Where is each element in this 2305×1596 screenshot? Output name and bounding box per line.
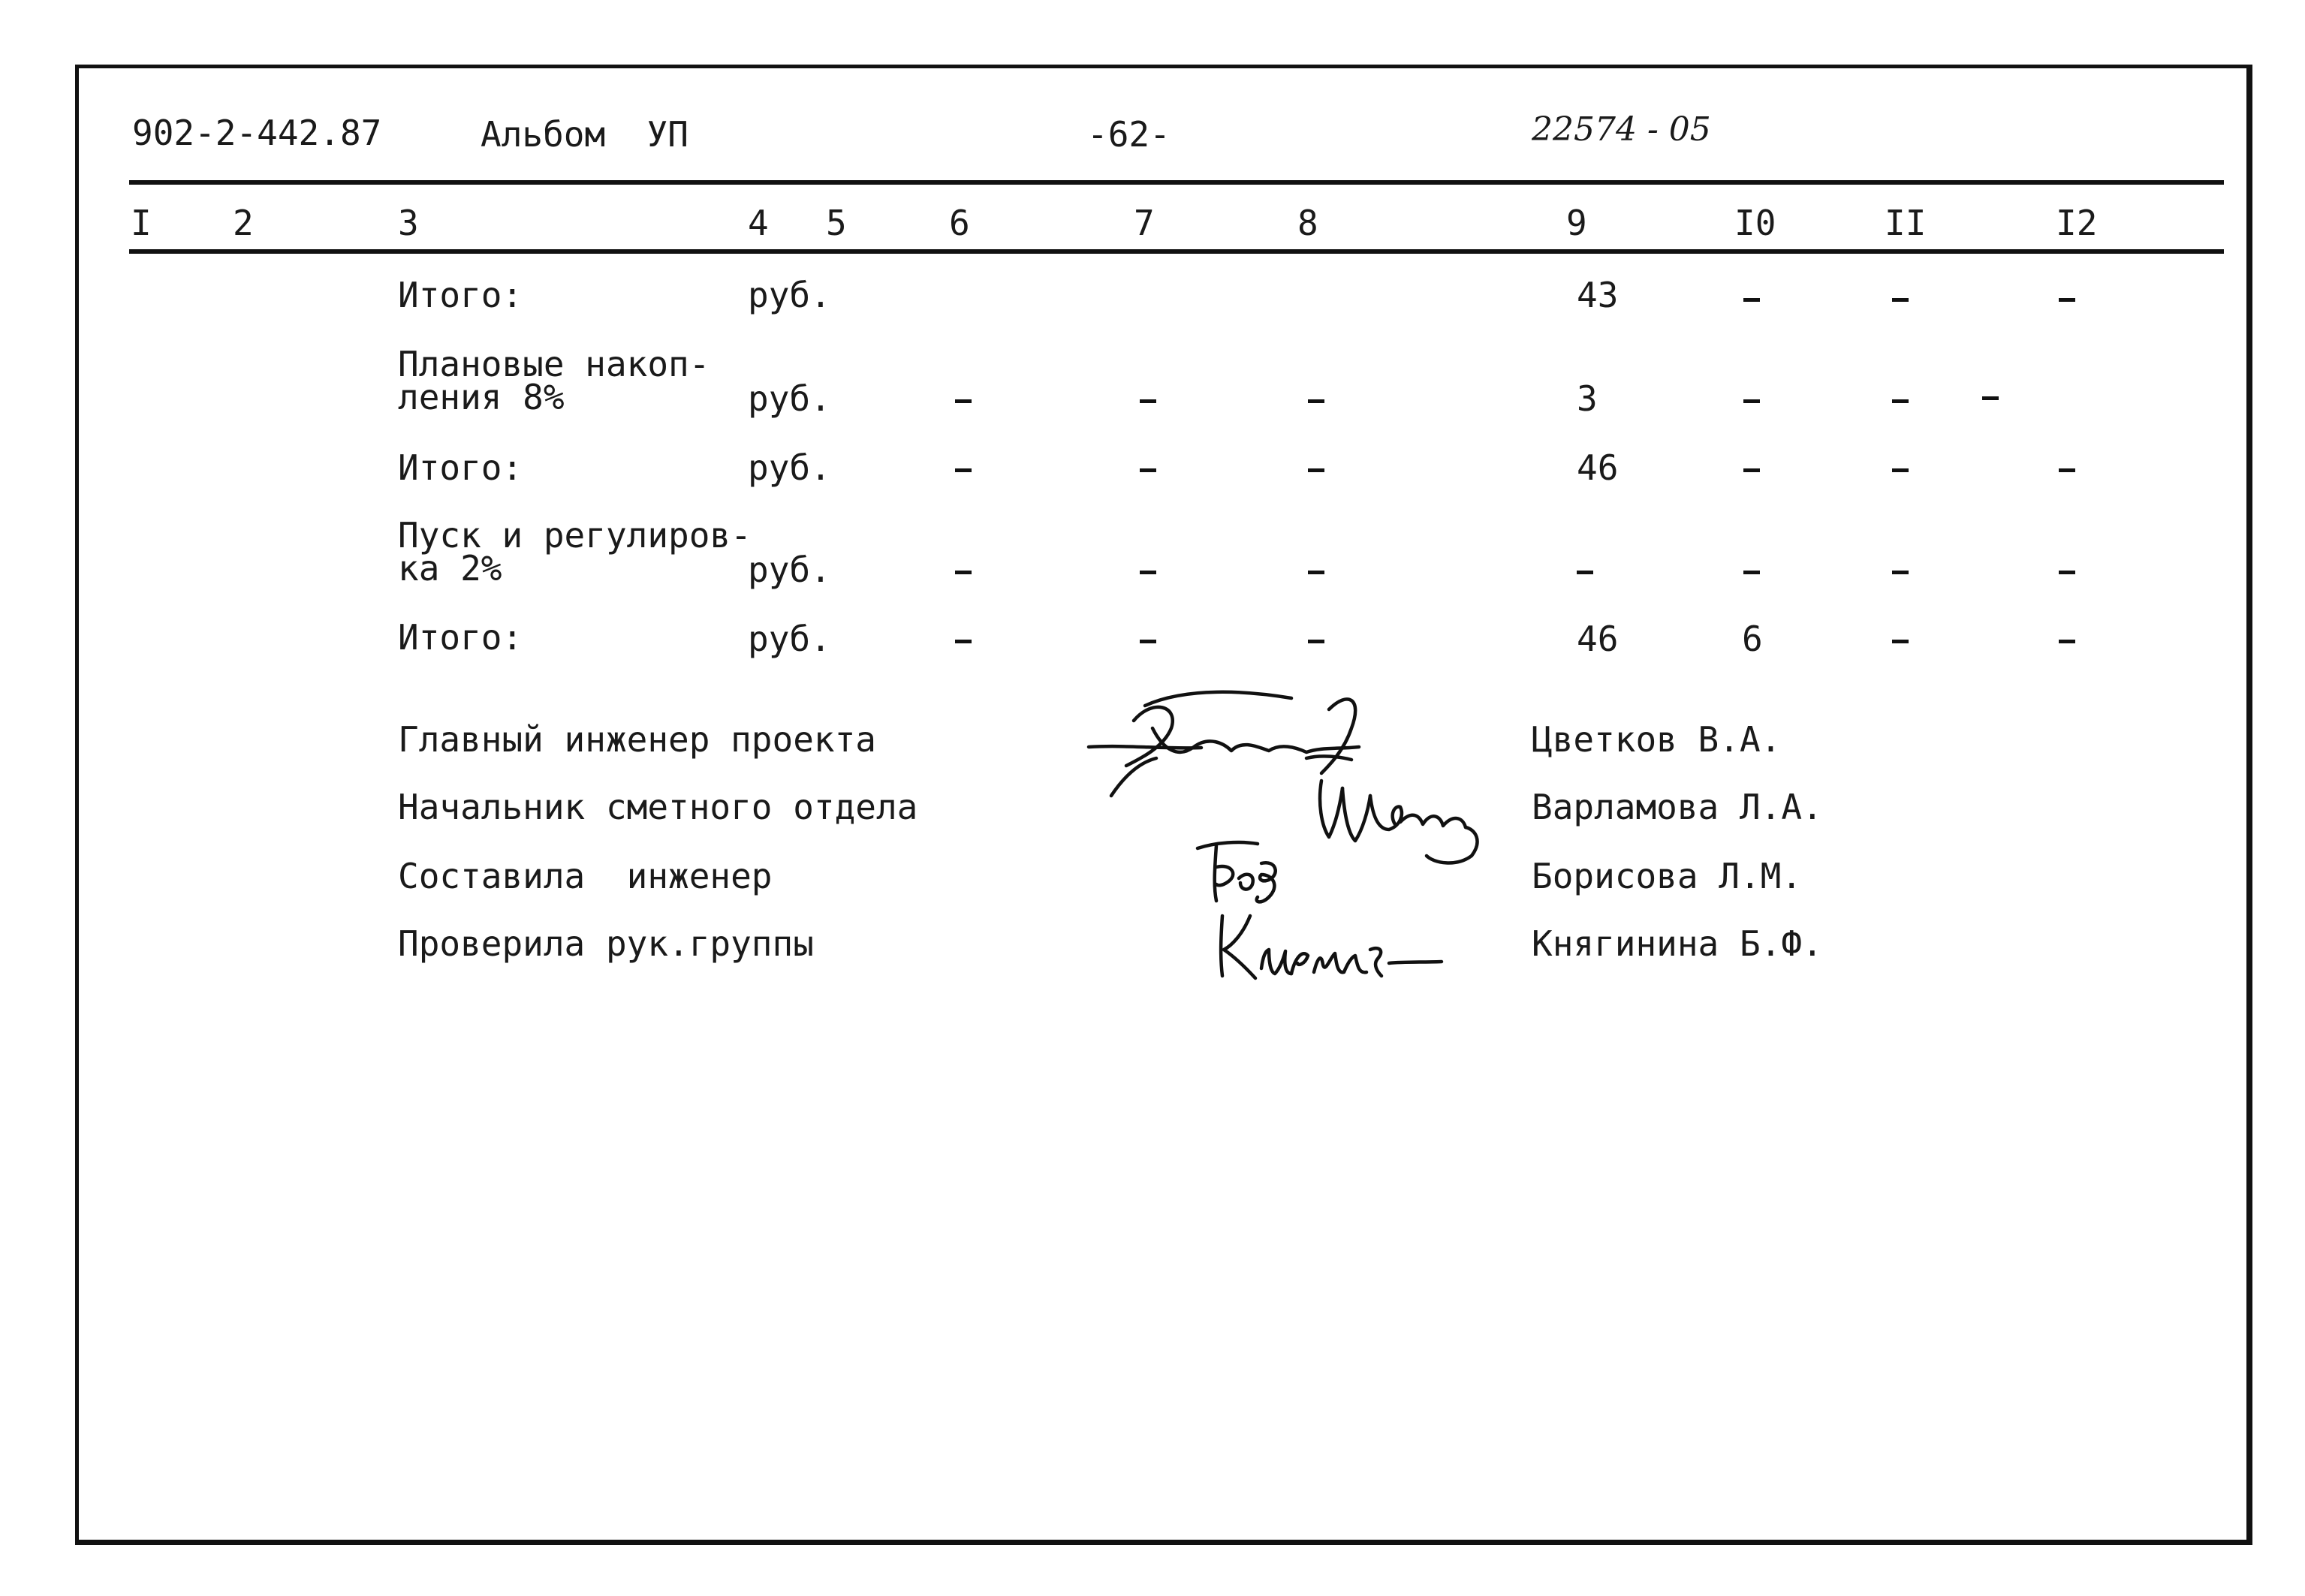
cell-col10-dash: [1743, 468, 1760, 472]
cell-col11-dash: [1892, 640, 1909, 643]
cell-col6-dash: [955, 468, 972, 472]
doc-code: 902-2-442.87: [132, 113, 382, 153]
row-label: Итого:: [398, 617, 523, 658]
row-label: Итого:: [398, 447, 523, 488]
cell-col9-dash: [1577, 571, 1593, 574]
col-header-2: 2: [233, 203, 254, 243]
signer-name: Цветков В.А.: [1532, 719, 1782, 760]
cell-col10-dash: [1743, 571, 1760, 574]
cell-col9: 43: [1577, 275, 1619, 315]
stamp-number: 22574 - 05: [1532, 110, 1711, 149]
cell-col8-dash: [1308, 399, 1324, 403]
cell-col12-dash: [2059, 640, 2075, 643]
cell-col8-dash: [1308, 468, 1324, 472]
header-rule-bottom: [129, 249, 2224, 254]
signer-position: Составила инженер: [398, 856, 773, 896]
row-label-cont: ка 2%: [398, 548, 502, 589]
page-number: -62-: [1087, 114, 1171, 155]
signature-compiler: [1186, 833, 1321, 916]
col-header-7: 7: [1134, 203, 1155, 243]
row-unit: руб.: [748, 619, 831, 659]
col-header-6: 6: [949, 203, 970, 243]
col-header-9: 9: [1566, 203, 1587, 243]
signer-position: Главный инженер проекта: [398, 719, 876, 760]
col-header-12: I2: [2056, 203, 2098, 243]
cell-col11-dash: [1892, 468, 1909, 472]
row-unit: руб.: [748, 550, 831, 590]
col-header-11: II: [1885, 203, 1927, 243]
signer-position: Начальник сметного отдела: [398, 787, 918, 827]
cell-col6-dash: [955, 640, 972, 643]
signer-name: Варламова Л.А.: [1532, 787, 1823, 827]
cell-col7-dash: [1140, 640, 1156, 643]
cell-col10-dash: [1743, 399, 1760, 403]
col-header-10: I0: [1734, 203, 1776, 243]
cell-col12-dash: [2059, 571, 2075, 574]
cell-col12-dash: [2059, 298, 2075, 302]
row-label-cont: ления 8%: [398, 377, 565, 417]
row-label: Итого:: [398, 275, 523, 315]
cell-col12-dash: [1982, 396, 1999, 400]
col-header-8: 8: [1297, 203, 1318, 243]
row-label: Пуск и регулиров-: [398, 515, 752, 556]
cell-col11-dash: [1892, 298, 1909, 302]
col-header-5: 5: [826, 203, 847, 243]
cell-col8-dash: [1308, 571, 1324, 574]
col-header-1: I: [131, 203, 152, 243]
signer-name: Княгинина Б.Ф.: [1532, 923, 1823, 964]
cell-col11-dash: [1892, 399, 1909, 403]
cell-col7-dash: [1140, 571, 1156, 574]
col-header-4: 4: [748, 203, 769, 243]
cell-col8-dash: [1308, 640, 1324, 643]
cell-col7-dash: [1140, 468, 1156, 472]
row-unit: руб.: [748, 447, 831, 488]
cell-col11-dash: [1892, 571, 1909, 574]
album-label: Альбом УП: [481, 114, 688, 155]
cell-col10: 6: [1742, 619, 1763, 659]
cell-col9: 46: [1577, 619, 1619, 659]
cell-col12-dash: [2059, 468, 2075, 472]
row-label: Плановые накоп-: [398, 344, 710, 384]
row-unit: руб.: [748, 378, 831, 419]
cell-col7-dash: [1140, 399, 1156, 403]
col-header-3: 3: [398, 203, 419, 243]
cell-col6-dash: [955, 399, 972, 403]
cell-col10-dash: [1743, 298, 1760, 302]
header-rule-top: [129, 180, 2224, 185]
signature-estimates-head: [1306, 758, 1502, 871]
cell-col6-dash: [955, 571, 972, 574]
row-unit: руб.: [748, 275, 831, 315]
signer-name: Борисова Л.М.: [1532, 856, 1803, 896]
cell-col9: 46: [1577, 447, 1619, 488]
signature-group-lead: [1209, 905, 1449, 987]
signer-position: Проверила рук.группы: [398, 923, 814, 964]
cell-col9: 3: [1577, 378, 1598, 419]
